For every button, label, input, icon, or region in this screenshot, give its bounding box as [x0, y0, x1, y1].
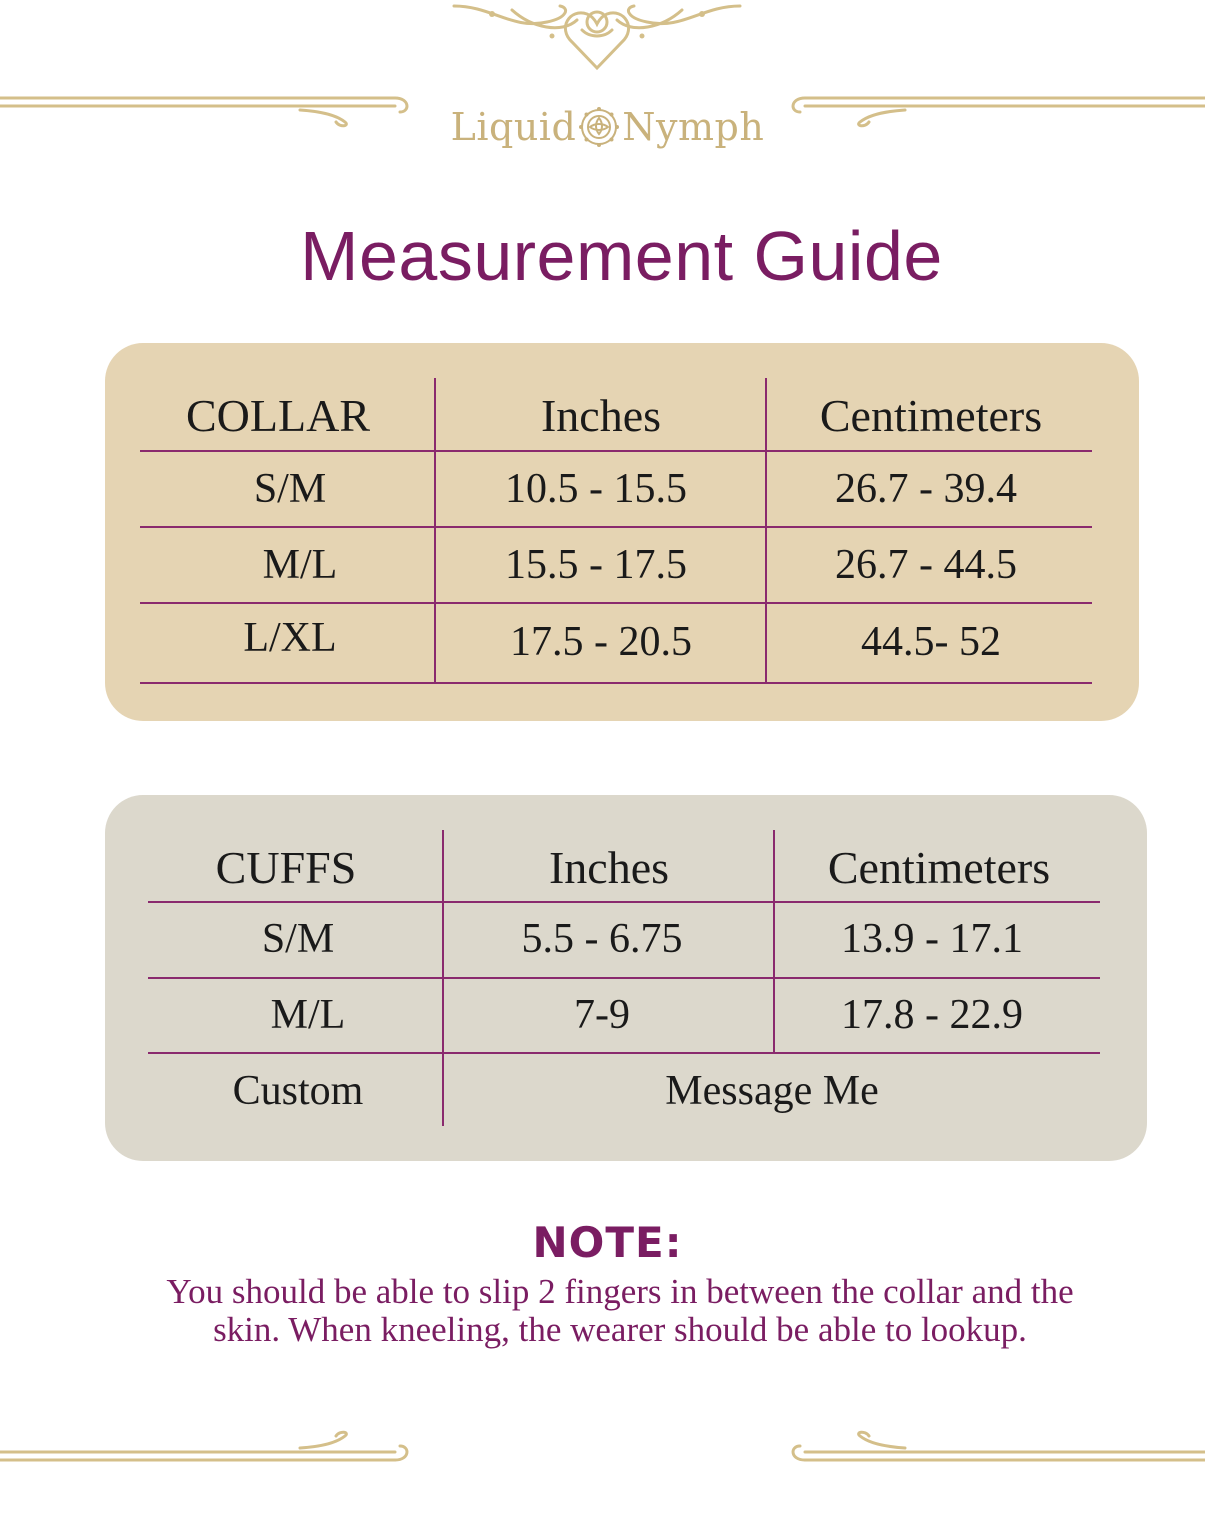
brand-logo	[420, 95, 795, 159]
note-text	[100, 1273, 1140, 1349]
note-title: NOTE:	[532, 1218, 683, 1267]
brand-name-right: Nymph	[622, 105, 765, 149]
collar-divider	[140, 682, 1092, 684]
collar-column-divider	[765, 378, 767, 684]
note-line-1: You should be able to slip 2 fingers in between the collar and the	[166, 1272, 1074, 1311]
collar-divider	[140, 450, 1092, 452]
collar-row-lxl-cm: 44.5- 52	[861, 619, 1001, 665]
collar-divider	[140, 602, 1092, 604]
page-title: Measurement Guide	[300, 217, 943, 295]
cuffs-row-sm-inches: 5.5 - 6.75	[521, 916, 683, 962]
left-header-rule-icon	[0, 88, 420, 128]
collar-row-lxl-inches: 17.5 - 20.5	[510, 619, 692, 665]
collar-header-centimeters: Centimeters	[819, 389, 1043, 441]
cuffs-header-label: CUFFS	[215, 841, 357, 893]
cuffs-row-ml-inches: 7-9	[574, 992, 630, 1038]
cuffs-column-divider	[442, 830, 444, 1126]
collar-header-label: COLLAR	[186, 389, 370, 441]
cuffs-divider	[148, 977, 1100, 979]
collar-row-ml-inches: 15.5 - 17.5	[505, 542, 687, 588]
cuffs-row-ml-cm: 17.8 - 22.9	[841, 992, 1023, 1038]
collar-row-lxl-size: L/XL	[243, 615, 337, 661]
cuffs-row-sm-cm: 13.9 - 17.1	[841, 916, 1023, 962]
cuffs-header-inches: Inches	[548, 841, 670, 893]
cuffs-header-centimeters: Centimeters	[827, 841, 1051, 893]
collar-divider	[140, 526, 1092, 528]
cuffs-custom-label: Custom	[232, 1068, 364, 1114]
top-ornament-icon	[452, 0, 742, 72]
collar-row-ml-cm: 26.7 - 44.5	[835, 542, 1017, 588]
cuffs-row-ml-size: M/L	[270, 992, 346, 1038]
cuffs-divider	[148, 901, 1100, 903]
collar-row-sm-inches: 10.5 - 15.5	[505, 466, 687, 512]
cuffs-custom-value: Message Me	[665, 1068, 879, 1114]
right-footer-rule-icon	[780, 1430, 1205, 1470]
brand-name-left: Liquid	[450, 105, 577, 149]
note-line-2: skin. When kneeling, the wearer should be able to lookup.	[213, 1310, 1027, 1349]
right-header-rule-icon	[780, 88, 1205, 128]
collar-row-sm-cm: 26.7 - 39.4	[835, 466, 1017, 512]
left-footer-rule-icon	[0, 1430, 420, 1470]
collar-row-ml-size: M/L	[262, 542, 338, 588]
collar-column-divider	[434, 378, 436, 684]
collar-header-inches: Inches	[540, 389, 662, 441]
cuffs-row-sm-size: S/M	[261, 916, 335, 962]
cuffs-column-divider	[773, 830, 775, 1054]
lotus-emblem-icon	[578, 106, 620, 148]
cuffs-divider	[148, 1052, 1100, 1054]
collar-row-sm-size: S/M	[253, 466, 327, 512]
